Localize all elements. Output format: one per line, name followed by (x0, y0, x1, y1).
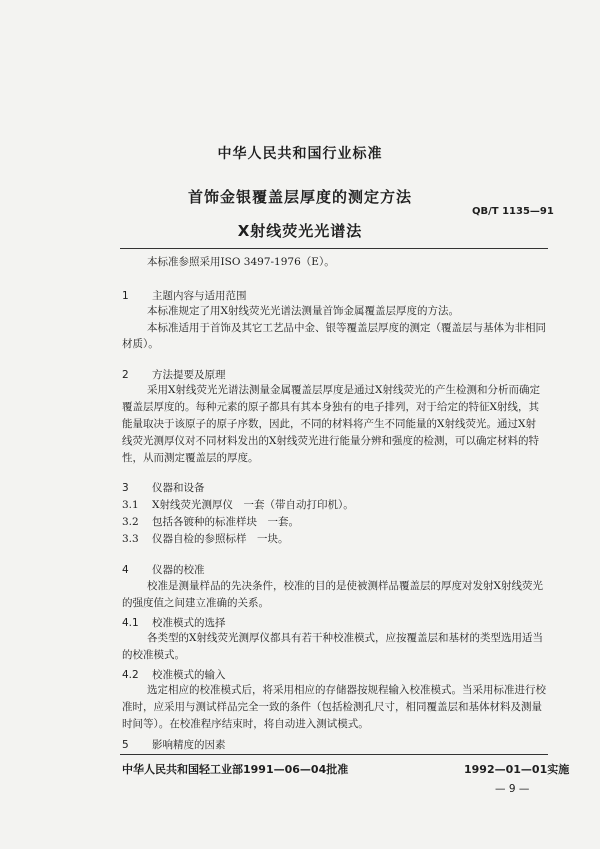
paragraph-line: 的校准模式。 (122, 649, 185, 661)
section-1-heading (122, 288, 247, 303)
paragraph-line: 校准是测量样品的先决条件，校准的目的是使被测样品覆盖层的厚度对发射X射线荧光 (147, 580, 543, 592)
document-subtitle: X射线荧光光谱法 (237, 222, 363, 240)
item-number: 3.2 (122, 516, 139, 528)
section-number: 4.2 (122, 669, 139, 681)
paragraph-line: 线荧光测厚仪对不同材料发出的X射线荧光进行能量分辨和强度的检测，可以确定材料的特 (122, 435, 539, 447)
paragraph-line: 性，从而测定覆盖层的厚度。 (122, 452, 259, 464)
standard-code: QB/T 1135—91 (472, 206, 554, 217)
paragraph-line: 覆盖层厚度的。每种元素的原子都具有其本身独有的电子排列，对于给定的特征X射线，其 (122, 401, 539, 413)
section-number: 4.1 (122, 617, 139, 629)
list-item (122, 533, 289, 545)
section-5-heading (122, 737, 226, 752)
item-number: 3.1 (122, 499, 139, 511)
section-title: 校准模式的选择 (152, 617, 226, 629)
intro-text: 本标准参照采用ISO 3497-1976（E）。 (147, 256, 335, 268)
subsection-4-2-heading (122, 667, 226, 682)
section-number: 1 (122, 290, 129, 302)
paragraph-line: 采用X射线荧光光谱法测量金属覆盖层厚度是通过X射线荧光的产生检测和分析而确定 (147, 384, 540, 396)
paragraph-line: 材质）。 (122, 338, 159, 350)
list-item (122, 516, 299, 528)
section-2-heading (122, 367, 226, 382)
paragraph-line: 选定相应的校准模式后，将采用相应的存储器按规程输入校准模式。当采用标准进行校 (147, 684, 546, 696)
item-text: X射线荧光测厚仪 一套（带自动打印机）。 (152, 499, 354, 511)
section-title: 仪器的校准 (152, 564, 205, 576)
section-3-heading (122, 480, 205, 495)
section-title: 校准模式的输入 (152, 669, 226, 681)
paragraph-line: 本标准规定了用X射线荧光光谱法测量首饰金属覆盖层厚度的方法。 (147, 305, 459, 317)
section-number: 5 (122, 739, 129, 751)
paragraph-line: 各类型的X射线荧光测厚仪都具有若干种校准模式，应按覆盖层和基材的类型选用适当 (147, 632, 543, 644)
paragraph-line: 准时，应采用与测试样品完全一致的条件（包括检测孔尺寸，相同覆盖层和基体材料及测量 (122, 701, 542, 713)
page-number: — 9 — (495, 783, 530, 795)
section-number: 4 (122, 564, 129, 576)
header-rule (120, 248, 548, 249)
section-number: 3 (122, 482, 129, 494)
subsection-4-1-heading (122, 615, 226, 630)
list-item (122, 499, 354, 511)
item-text: 包括各镀种的标准样块 一套。 (152, 516, 299, 528)
section-number: 2 (122, 369, 129, 381)
standard-category: 中华人民共和国行业标准 (217, 146, 383, 162)
section-title: 方法提要及原理 (152, 369, 226, 381)
paragraph-line: 本标准适用于首饰及其它工艺品中金、银等覆盖层厚度的测定（覆盖层与基体为非相同 (147, 322, 546, 334)
effective-date: 1992—01—01实施 (464, 763, 570, 776)
section-4-heading (122, 562, 205, 577)
paragraph-line: 能量取决于该原子的原子序数，因此，不同的材料将产生不同能量的X射线荧光。通过X射 (122, 418, 536, 430)
section-title: 影响精度的因素 (152, 739, 226, 751)
paragraph-line: 时间等）。在校准程序结束时，将自动进入测试模式。 (122, 718, 369, 730)
item-number: 3.3 (122, 533, 139, 545)
section-title: 主题内容与适用范围 (152, 290, 247, 302)
paragraph-line: 的强度值之间建立准确的关系。 (122, 597, 269, 609)
section-title: 仪器和设备 (152, 482, 205, 494)
approval-line: 中华人民共和国轻工业部1991—06—04批准 (122, 763, 349, 776)
item-text: 仪器自检的参照标样 一块。 (152, 533, 289, 545)
document-title: 首饰金银覆盖层厚度的测定方法 (187, 188, 412, 206)
footer-rule (120, 754, 548, 755)
